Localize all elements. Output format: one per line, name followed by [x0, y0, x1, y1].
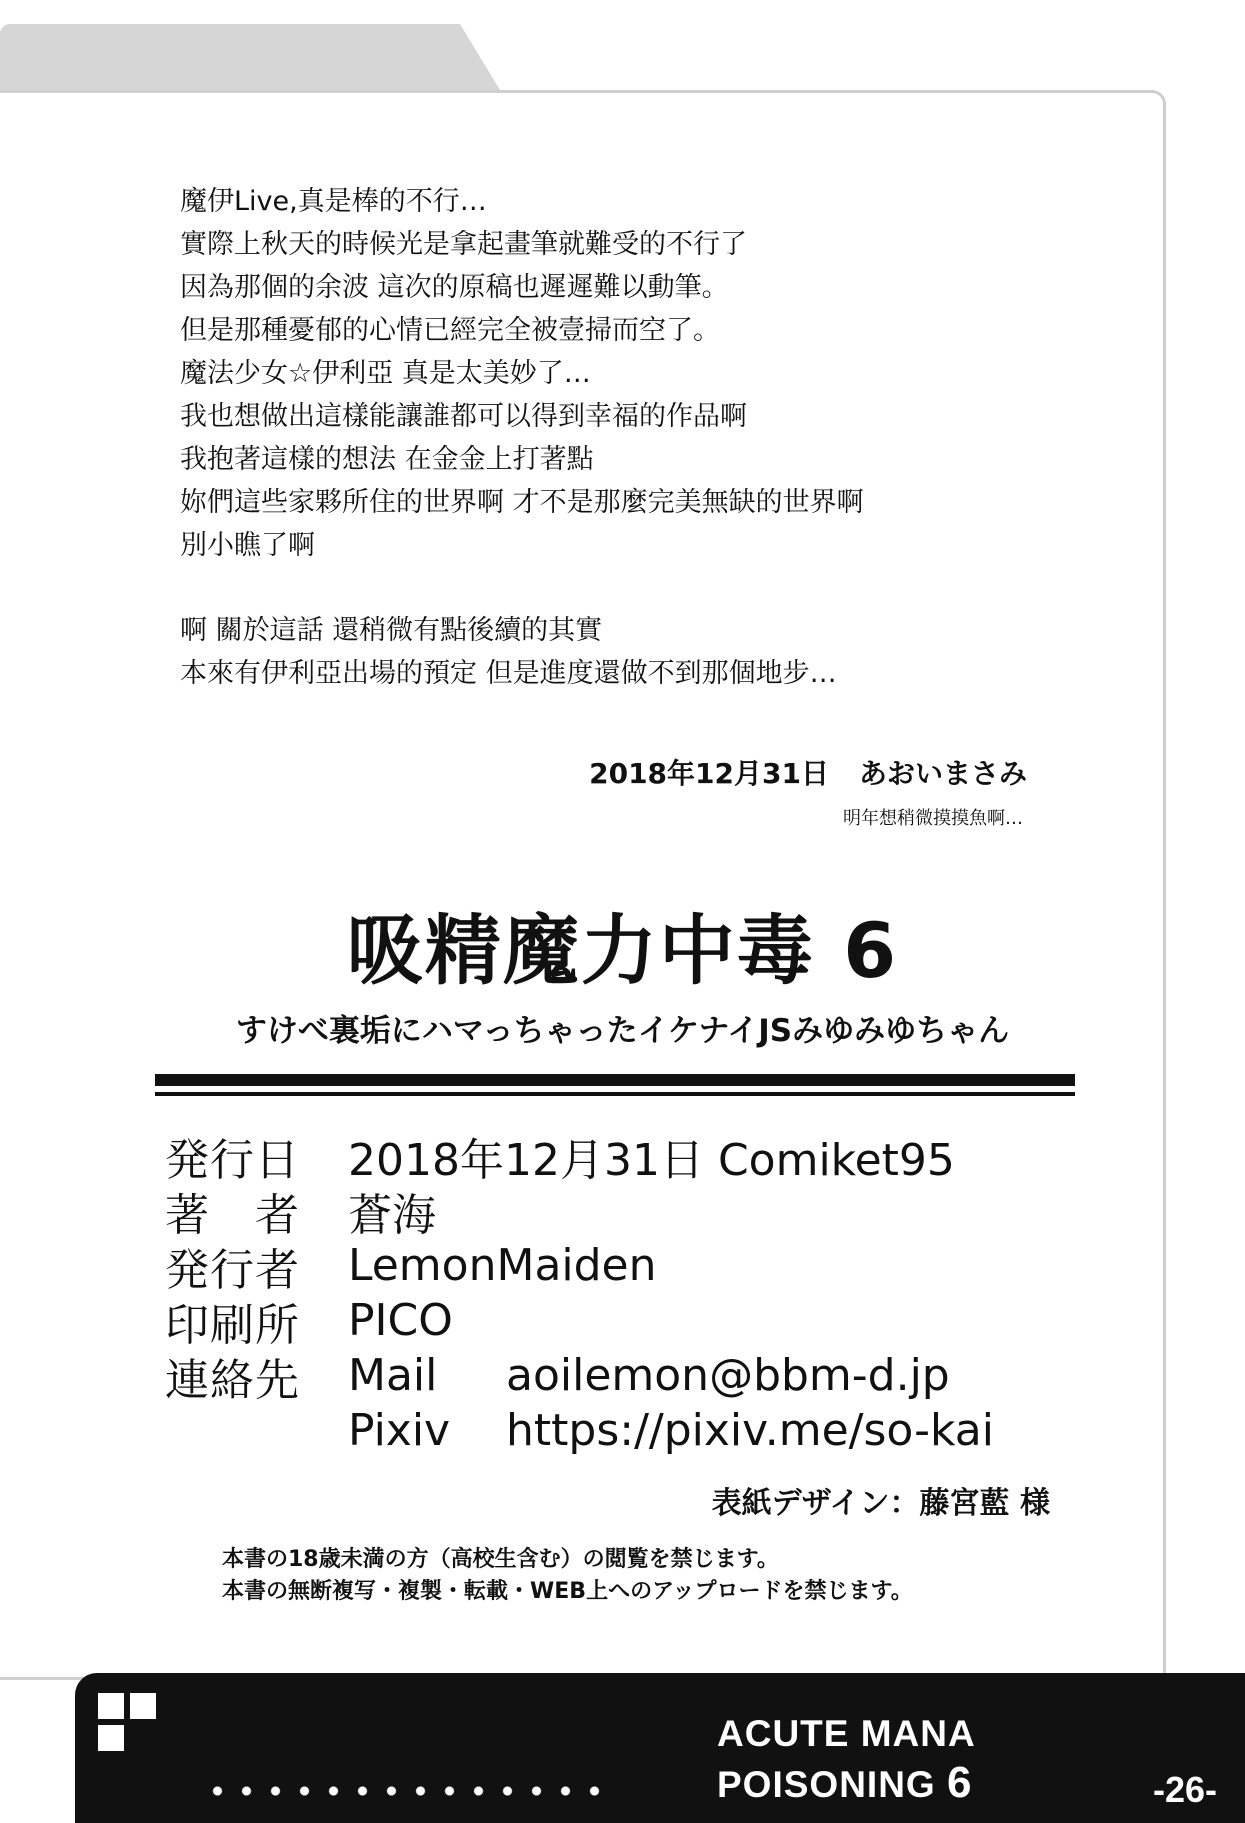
afterword-line: 魔法少女☆伊利亞 真是太美妙了… [180, 358, 591, 389]
afterword-line: 我抱著這樣的想法 在金金上打著點 [180, 444, 594, 475]
colophon-value: LemonMaiden [348, 1240, 657, 1291]
page-number: -26- [1152, 1769, 1217, 1810]
afterword-line: 但是那種憂郁的心情已經完全被壹掃而空了。 [180, 315, 720, 346]
afterword-note: 明年想稍微摸摸魚啊… [843, 808, 1023, 829]
series-logo-number: 6 [946, 1758, 973, 1807]
colophon-label: 発行者 [165, 1244, 300, 1296]
square-decoration [130, 1693, 156, 1719]
colophon-value: 蒼海 [348, 1189, 436, 1241]
footer-bar [75, 1673, 1245, 1823]
colophon-row [165, 1128, 994, 1186]
series-logo-word: POISONING [717, 1764, 936, 1805]
book-subtitle: すけべ裏垢にハマっちゃったイケナイJSみゆみゆちゃん [235, 1013, 1010, 1049]
afterword-line: 因為那個的余波 這次的原稿也遲遲難以動筆。 [180, 272, 729, 303]
square-decoration [98, 1725, 124, 1751]
series-logo-line1: ACUTE MANA [717, 1713, 976, 1754]
colophon-row [165, 1238, 994, 1296]
afterword-line: 妳們這些家夥所住的世界啊 才不是那麼完美無缺的世界啊 [180, 487, 864, 518]
contact-pixiv-url: https://pixiv.me/so-kai [506, 1405, 994, 1456]
colophon-row [165, 1293, 994, 1351]
afterword-author: あおいまさみ [858, 757, 1027, 790]
cover-design-credit: 表紙デザイン：藤宮藍 様 [711, 1486, 1050, 1521]
afterword-line: 魔伊Live,真是棒的不行… [180, 186, 487, 217]
notice-line: 本書の18歳未満の方（高校生含む）の閲覧を禁じます。 [222, 1547, 779, 1572]
colophon-label: 著 者 [165, 1189, 300, 1241]
afterword-line: 別小瞧了啊 [180, 530, 315, 561]
divider-thin [155, 1092, 1075, 1096]
book-title: 吸精魔力中毒 6 [346, 906, 899, 995]
afterword-line: 本來有伊利亞出場的預定 但是進度還做不到那個地步… [180, 658, 837, 689]
afterword-line: 我也想做出這樣能讓誰都可以得到幸福的作品啊 [180, 401, 747, 432]
colophon-row [165, 1348, 994, 1406]
afterword-line: 啊 關於這話 還稍微有點後續的其實 [180, 615, 603, 646]
afterword-date: 2018年12月31日 [589, 757, 829, 790]
colophon-row [165, 1403, 994, 1458]
folder-tab [0, 24, 500, 90]
afterword-signature [589, 752, 1027, 792]
series-logo [717, 1709, 976, 1809]
colophon-value: PICO [348, 1295, 453, 1346]
afterword [180, 180, 864, 695]
colophon-value: 2018年12月31日 Comiket95 [348, 1134, 955, 1186]
square-decoration [98, 1693, 124, 1719]
notice-line: 本書の無断複写・複製・転載・WEB上へのアップロードを禁じます。 [222, 1579, 913, 1604]
legal-notices [222, 1544, 913, 1608]
afterword-line: 實際上秋天的時候光是拿起畫筆就難受的不行了 [180, 229, 747, 260]
colophon-label: 連絡先 [165, 1354, 300, 1406]
colophon [165, 1128, 994, 1458]
colophon-row [165, 1183, 994, 1241]
colophon-label: 印刷所 [165, 1299, 300, 1351]
contact-type: Mail [348, 1350, 438, 1401]
colophon-label: 発行日 [165, 1134, 300, 1186]
contact-type: Pixiv [348, 1405, 451, 1456]
dotted-line-decoration [203, 1786, 613, 1796]
contact-email: aoilemon@bbm-d.jp [506, 1350, 950, 1401]
divider-thick [155, 1074, 1075, 1086]
